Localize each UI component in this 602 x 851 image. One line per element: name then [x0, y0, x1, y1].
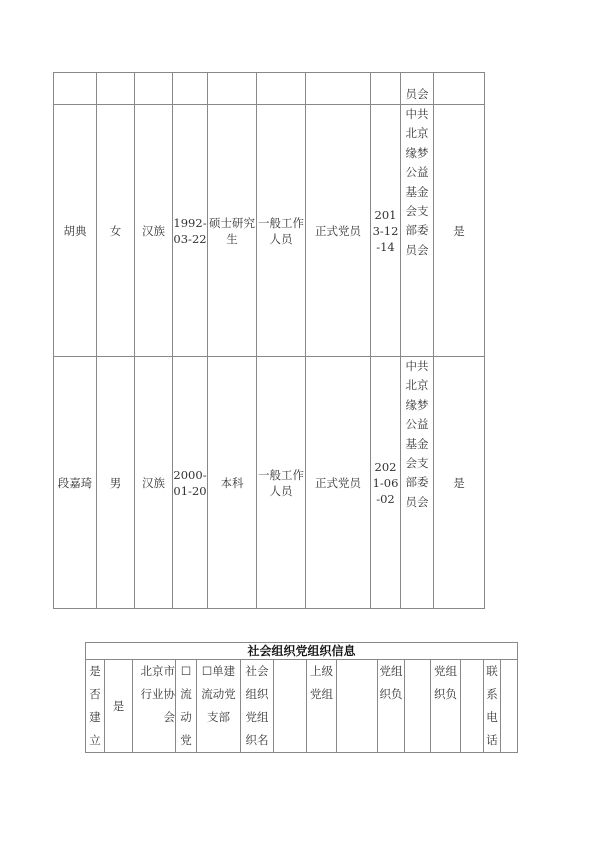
checkbox-floating-branch[interactable]: ☐单建流动党支部 — [197, 660, 241, 753]
education-cell: 硕士研究生 — [208, 105, 257, 357]
flag-cell: 是 — [434, 357, 485, 609]
social-org-party-info-table — [85, 642, 518, 753]
join-date-cell: 2013-12-14 — [371, 105, 401, 357]
value-superior-org — [337, 660, 378, 753]
ethnicity-cell: 汉族 — [135, 105, 173, 357]
label-org-name: 社会组织党组织名 — [241, 660, 274, 753]
birth-cell: 2000-01-20 — [173, 357, 208, 609]
birth-cell: 1992-03-22 — [173, 105, 208, 357]
flag-cell: 是 — [434, 105, 485, 357]
table-row — [86, 660, 518, 753]
branch-cell: 中共北京缘梦公益基金会支部委员会 — [401, 357, 434, 609]
position-cell: 一般工作人员 — [257, 105, 306, 357]
ethnicity-cell: 汉族 — [135, 357, 173, 609]
position-cell: 一般工作人员 — [257, 357, 306, 609]
education-cell: 本科 — [208, 357, 257, 609]
value-org-name — [274, 660, 307, 753]
label-phone: 联系电话 — [484, 660, 501, 753]
name-cell: 胡典 — [54, 105, 97, 357]
join-date-cell: 2021-06-02 — [371, 357, 401, 609]
branch-cell: 员会 — [401, 73, 434, 105]
value-established: 是 — [105, 660, 133, 753]
label-leader-1: 党组织负 — [378, 660, 405, 753]
label-established: 是否建立 — [86, 660, 105, 753]
value-leader-1 — [405, 660, 431, 753]
status-cell: 正式党员 — [306, 105, 371, 357]
table-row — [54, 73, 485, 105]
label-leader-2: 党组织负 — [431, 660, 461, 753]
gender-cell: 女 — [97, 105, 135, 357]
value-leader-2 — [461, 660, 484, 753]
party-member-table — [53, 72, 485, 609]
label-superior-org: 上级党组 — [307, 660, 337, 753]
table-row — [54, 357, 485, 609]
table-row — [54, 105, 485, 357]
table-title: 社会组织党组织信息 — [86, 643, 518, 660]
industry-association: 北京市行业协会 — [133, 660, 176, 753]
branch-cell: 中共北京缘梦公益基金会支部委员会 — [401, 105, 434, 357]
status-cell: 正式党员 — [306, 357, 371, 609]
checkbox-floating-party[interactable]: ☐流动党 — [176, 660, 197, 753]
table-title-row — [86, 643, 518, 660]
value-phone — [501, 660, 518, 753]
gender-cell: 男 — [97, 357, 135, 609]
name-cell: 段嘉琦 — [54, 357, 97, 609]
